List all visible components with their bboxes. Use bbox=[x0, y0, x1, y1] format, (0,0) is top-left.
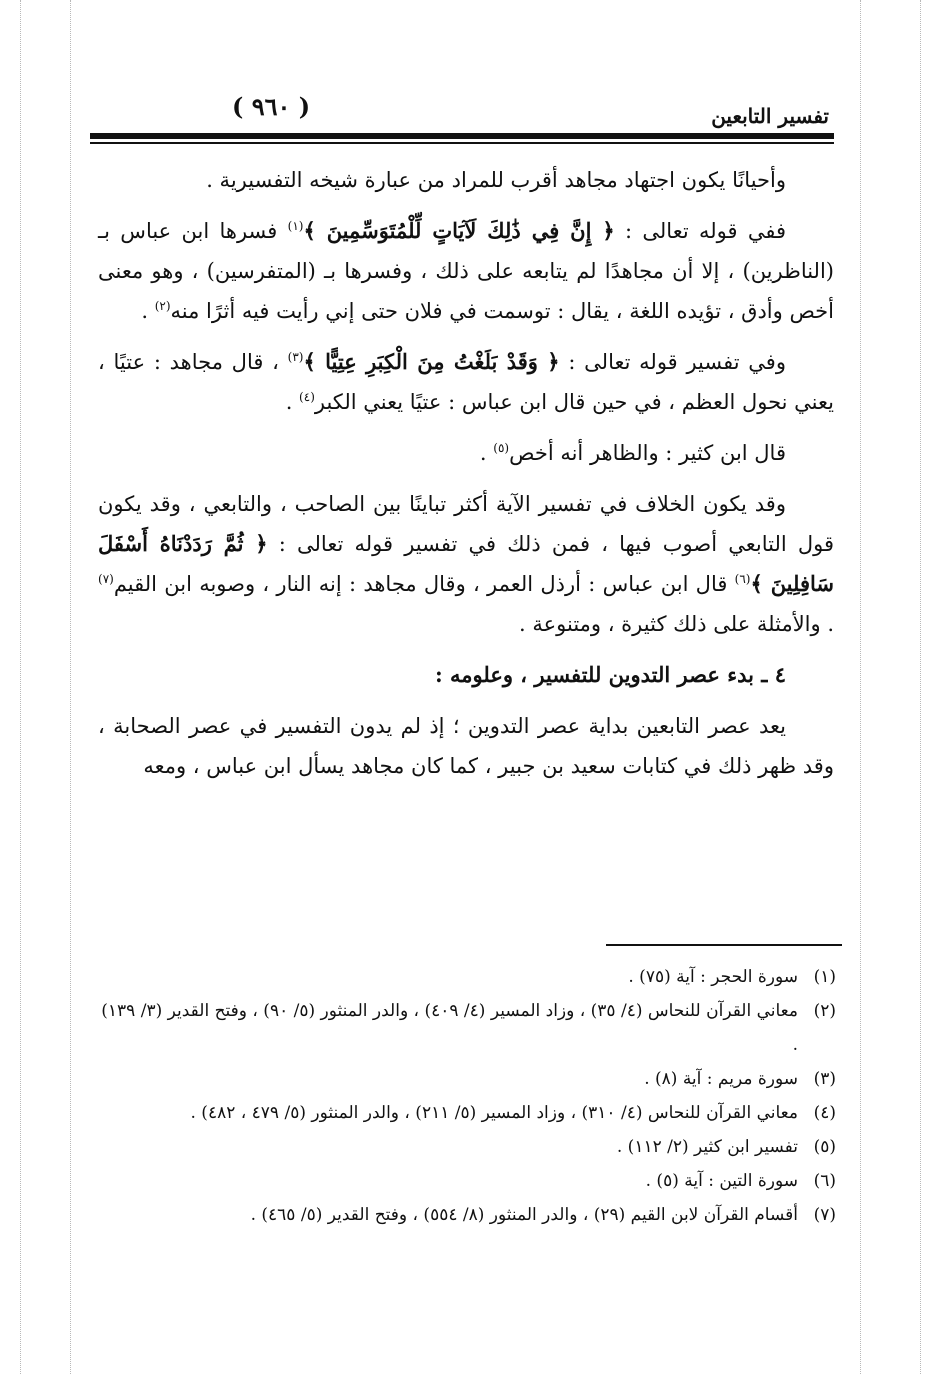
text-segment: . bbox=[479, 441, 494, 465]
footnote-reference: (١) bbox=[287, 219, 304, 233]
paragraph-2 bbox=[98, 211, 834, 331]
scan-guide-line bbox=[70, 0, 71, 1374]
footnote-reference: (٣) bbox=[287, 350, 304, 364]
footnote-item bbox=[96, 1198, 836, 1232]
footnote-reference: (٥) bbox=[493, 441, 510, 455]
footnote-number: (١) bbox=[813, 967, 836, 987]
text-segment: وفي تفسير قوله تعالى : bbox=[559, 350, 786, 374]
header-rule-thick bbox=[90, 133, 834, 139]
quran-verse: ﴿ ثُمَّ رَدَدْنَاهُ أَسْفَلَ سَافِلِينَ ﴾ bbox=[98, 531, 834, 596]
section-heading: ٤ ـ بدء عصر التدوين للتفسير ، وعلومه : bbox=[434, 662, 786, 687]
footnote-number: (٣) bbox=[813, 1069, 836, 1089]
paragraph-1: وأحيانًا يكون اجتهاد مجاهد أقرب للمراد من عبارة شيخه التفسيرية . bbox=[206, 168, 786, 192]
main-text bbox=[98, 160, 834, 797]
text-segment: . bbox=[285, 390, 300, 414]
paragraph-3 bbox=[98, 342, 834, 422]
quran-verse: ﴿ إِنَّ فِي ذَٰلِكَ لَآيَاتٍ لِّلْمُتَوَسِّمِينَ ﴾ bbox=[303, 218, 615, 243]
quran-verse: ﴿ وَقَدْ بَلَغْتُ مِنَ الْكِبَرِ عِتِيًّا ﴾ bbox=[303, 349, 560, 374]
footnote-item bbox=[96, 960, 836, 994]
text-segment: . bbox=[141, 299, 155, 323]
footnote-reference: (٦) bbox=[734, 572, 751, 586]
text-segment: فسرها ابن عباس بـ (الناظرين) ، إلا أن مجاهدًا لم يتابعه على ذلك ، وفسرها بـ (المتفرسين) ، وهو معنى أخص وأدق ، تؤيده اللغة ، يقال : توسمت في فلان حتى إني رأيت فيه أثرًا منه bbox=[98, 219, 834, 323]
footnote-separator bbox=[606, 944, 842, 946]
text-segment: وقد يكون الخلاف في تفسير الآية أكثر تباينًا بين الصاحب ، والتابعي ، وقد يكون قول التابعي أصوب فيها ، فمن ذلك في تفسير قوله تعالى : bbox=[98, 492, 834, 556]
text-segment: قال ابن عباس : أرذل العمر ، وقال مجاهد : إنه النار ، وصوبه ابن القيم bbox=[113, 572, 735, 596]
scan-guide-line bbox=[920, 0, 921, 1374]
footnote-text: تفسير ابن كثير (٢/ ١١٢) . bbox=[616, 1137, 798, 1157]
footnote-number: (٤) bbox=[813, 1103, 836, 1123]
footnote-item bbox=[96, 1062, 836, 1096]
footnote-item bbox=[96, 1130, 836, 1164]
footnote-number: (٢) bbox=[813, 1001, 836, 1021]
footnote-reference: (٢) bbox=[154, 299, 171, 313]
text-segment: . والأمثلة على ذلك كثيرة ، ومتنوعة . bbox=[519, 612, 834, 636]
text-segment: قال ابن كثير : والظاهر أنه أخص bbox=[509, 441, 786, 465]
footnote-text: سورة مريم : آية (٨) . bbox=[644, 1069, 798, 1089]
footnote-item bbox=[96, 1164, 836, 1198]
text-segment: ، قال مجاهد : عتيًا ، يعني نحول العظم ، في حين قال ابن عباس : عتيًا يعني الكبر bbox=[98, 350, 834, 414]
book-title: تفسير التابعين bbox=[711, 104, 829, 128]
footnote-text: سورة التين : آية (٥) . bbox=[645, 1171, 798, 1191]
footnote-text: معاني القرآن للنحاس (٤/ ٣١٠) ، وزاد المسير (٥/ ٢١١) ، والدر المنثور (٥/ ٤٧٩ ، ٤٨٢) . bbox=[190, 1103, 798, 1123]
paragraph-6: يعد عصر التابعين بداية عصر التدوين ؛ إذ لم يدون التفسير في عصر الصحابة ، وقد ظهر ذلك في كتابات سعيد بن جبير ، كما كان مجاهد يسأل ابن عباس ، ومعه bbox=[98, 714, 834, 778]
paragraph-4 bbox=[98, 433, 834, 473]
text-segment: ففي قوله تعالى : bbox=[614, 219, 786, 243]
footnote-number: (٥) bbox=[813, 1137, 836, 1157]
footnote-text: معاني القرآن للنحاس (٤/ ٣٥) ، وزاد المسير (٤/ ٤٠٩) ، والدر المنثور (٥/ ٩٠) ، وفتح القدير (٣/ ١٣٩) . bbox=[101, 1001, 798, 1055]
footnote-text: أقسام القرآن لابن القيم (٢٩) ، والدر المنثور (٨/ ٥٥٤) ، وفتح القدير (٥/ ٤٦٥) . bbox=[250, 1205, 798, 1225]
paragraph-5 bbox=[98, 484, 834, 644]
footnote-reference: (٧) bbox=[98, 572, 114, 586]
footnote-item bbox=[96, 1096, 836, 1130]
header-rule-thin bbox=[90, 142, 834, 144]
scan-guide-line bbox=[860, 0, 861, 1374]
footnotes bbox=[96, 960, 836, 1232]
footnote-reference: (٤) bbox=[299, 390, 315, 404]
footnote-text: سورة الحجر : آية (٧٥) . bbox=[628, 967, 798, 987]
scan-guide-line bbox=[20, 0, 21, 1374]
footnote-number: (٦) bbox=[813, 1171, 836, 1191]
footnote-number: (٧) bbox=[813, 1205, 836, 1225]
footnote-item bbox=[96, 994, 836, 1062]
page-number: ( ٩٦٠ ) bbox=[232, 92, 311, 121]
